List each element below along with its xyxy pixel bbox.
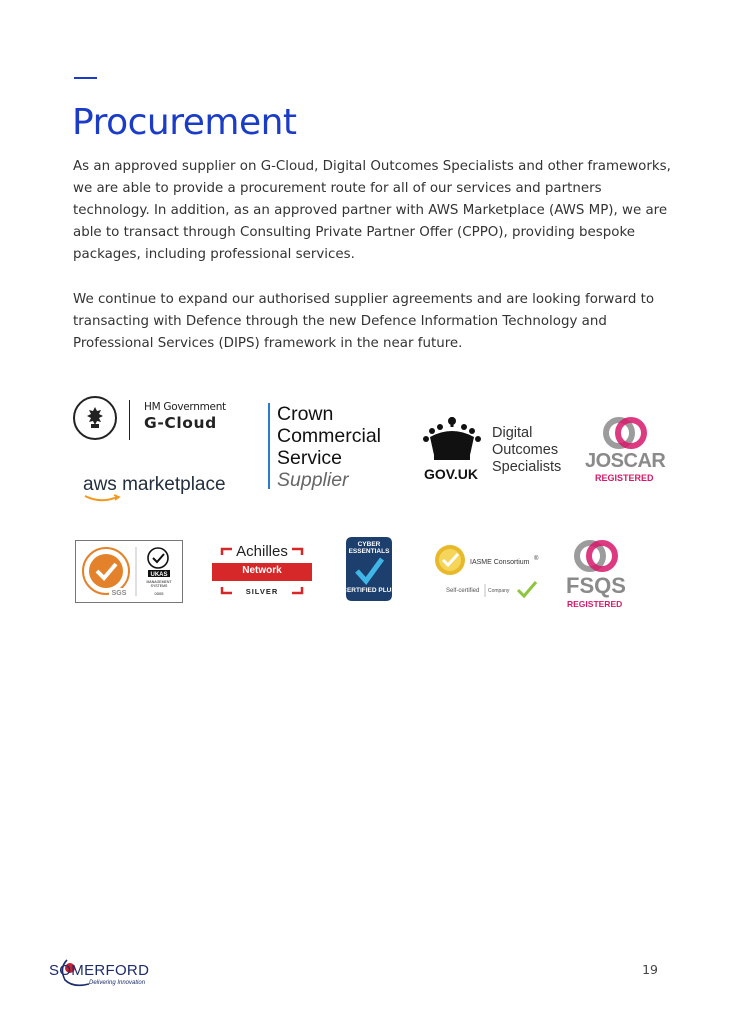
rings-icon [597, 416, 653, 450]
crown-icon [422, 415, 482, 465]
divider [129, 400, 130, 440]
ccs-line-4: Supplier [277, 469, 349, 491]
iasme-company-text: Company [488, 588, 510, 594]
cyber-essentials-text: CYBER ESSENTIALS [348, 541, 390, 555]
cyber-essentials-plus-logo [342, 537, 396, 603]
svg-text:MANAGEMENT: MANAGEMENT [146, 580, 172, 584]
aws-smile-icon [83, 494, 123, 504]
joscar-logo [585, 416, 665, 486]
achilles-network-text: Network [242, 565, 282, 576]
svg-text:SYSTEMS: SYSTEMS [150, 584, 168, 588]
svg-text:SGS: SGS [111, 590, 127, 597]
iso-ukas-certification-logo [75, 540, 183, 603]
svg-text:0005: 0005 [154, 591, 164, 596]
page-title: Procurement [72, 102, 297, 143]
iasme-self-certified-text: Self-certified [446, 588, 480, 594]
joscar-registered-text: REGISTERED [595, 473, 654, 483]
svg-text:UKAS: UKAS [150, 572, 168, 578]
govuk-dos-logo [422, 415, 572, 487]
iasme-name-text: IASME Consortium [470, 559, 530, 566]
achilles-network-logo [212, 543, 312, 599]
somerford-tagline: Delivering Innovation [89, 980, 146, 986]
rings-icon [570, 538, 626, 574]
fsqs-logo [566, 538, 630, 612]
govuk-text: GOV.UK [424, 466, 478, 482]
iasme-consortium-logo [432, 542, 542, 602]
achilles-text: Achilles [236, 543, 288, 560]
dos-line-1: Digital [492, 425, 533, 441]
joscar-text: JOSCAR [585, 450, 666, 472]
royal-crest-icon [73, 396, 117, 440]
ccs-accent-bar [268, 403, 270, 489]
ccs-line-2: Commercial [277, 425, 382, 447]
hm-government-text: HM Government [144, 401, 226, 413]
certification-badge-icon [76, 541, 182, 602]
title-accent-dash [74, 77, 97, 79]
crown-commercial-service-logo [268, 403, 393, 489]
dos-line-2: Outcomes [492, 442, 559, 458]
achilles-silver-text: SILVER [245, 587, 279, 596]
aws-marketplace-text: aws marketplace [83, 474, 226, 495]
somerford-logo [45, 948, 165, 990]
intro-paragraph: As an approved supplier on G-Cloud, Digital Outcomes Specialists and other frameworks, we are able to provide a procurement route for all of our services and partners technology. In addition, as an approved partner with AWS Marketplace (AWS MP), we are able to transact through Consulting Private Partner Offer (CPPO), providing bespoke packages, including professional services. [73, 159, 671, 262]
svg-text:®: ® [534, 556, 539, 562]
hm-government-gcloud-logo [73, 396, 233, 444]
ccs-line-1: Crown [277, 403, 334, 425]
ccs-line-3: Service [277, 447, 343, 469]
certified-plus-text: CERTIFIED PLUS [342, 587, 396, 594]
gcloud-text: G-Cloud [144, 414, 217, 432]
page-number: 19 [642, 962, 658, 977]
aws-marketplace-logo [83, 474, 233, 508]
fsqs-text: FSQS [566, 573, 626, 598]
dos-line-3: Specialists [492, 459, 562, 475]
somerford-name: SOMERFORD [49, 962, 150, 979]
fsqs-registered-text: REGISTERED [567, 599, 623, 609]
expansion-paragraph: We continue to expand our authorised supplier agreements and are looking forward to transacting with Defence through the new Defence Information Technology and Professional Services (DIPS) framework in the near future. [73, 292, 655, 351]
